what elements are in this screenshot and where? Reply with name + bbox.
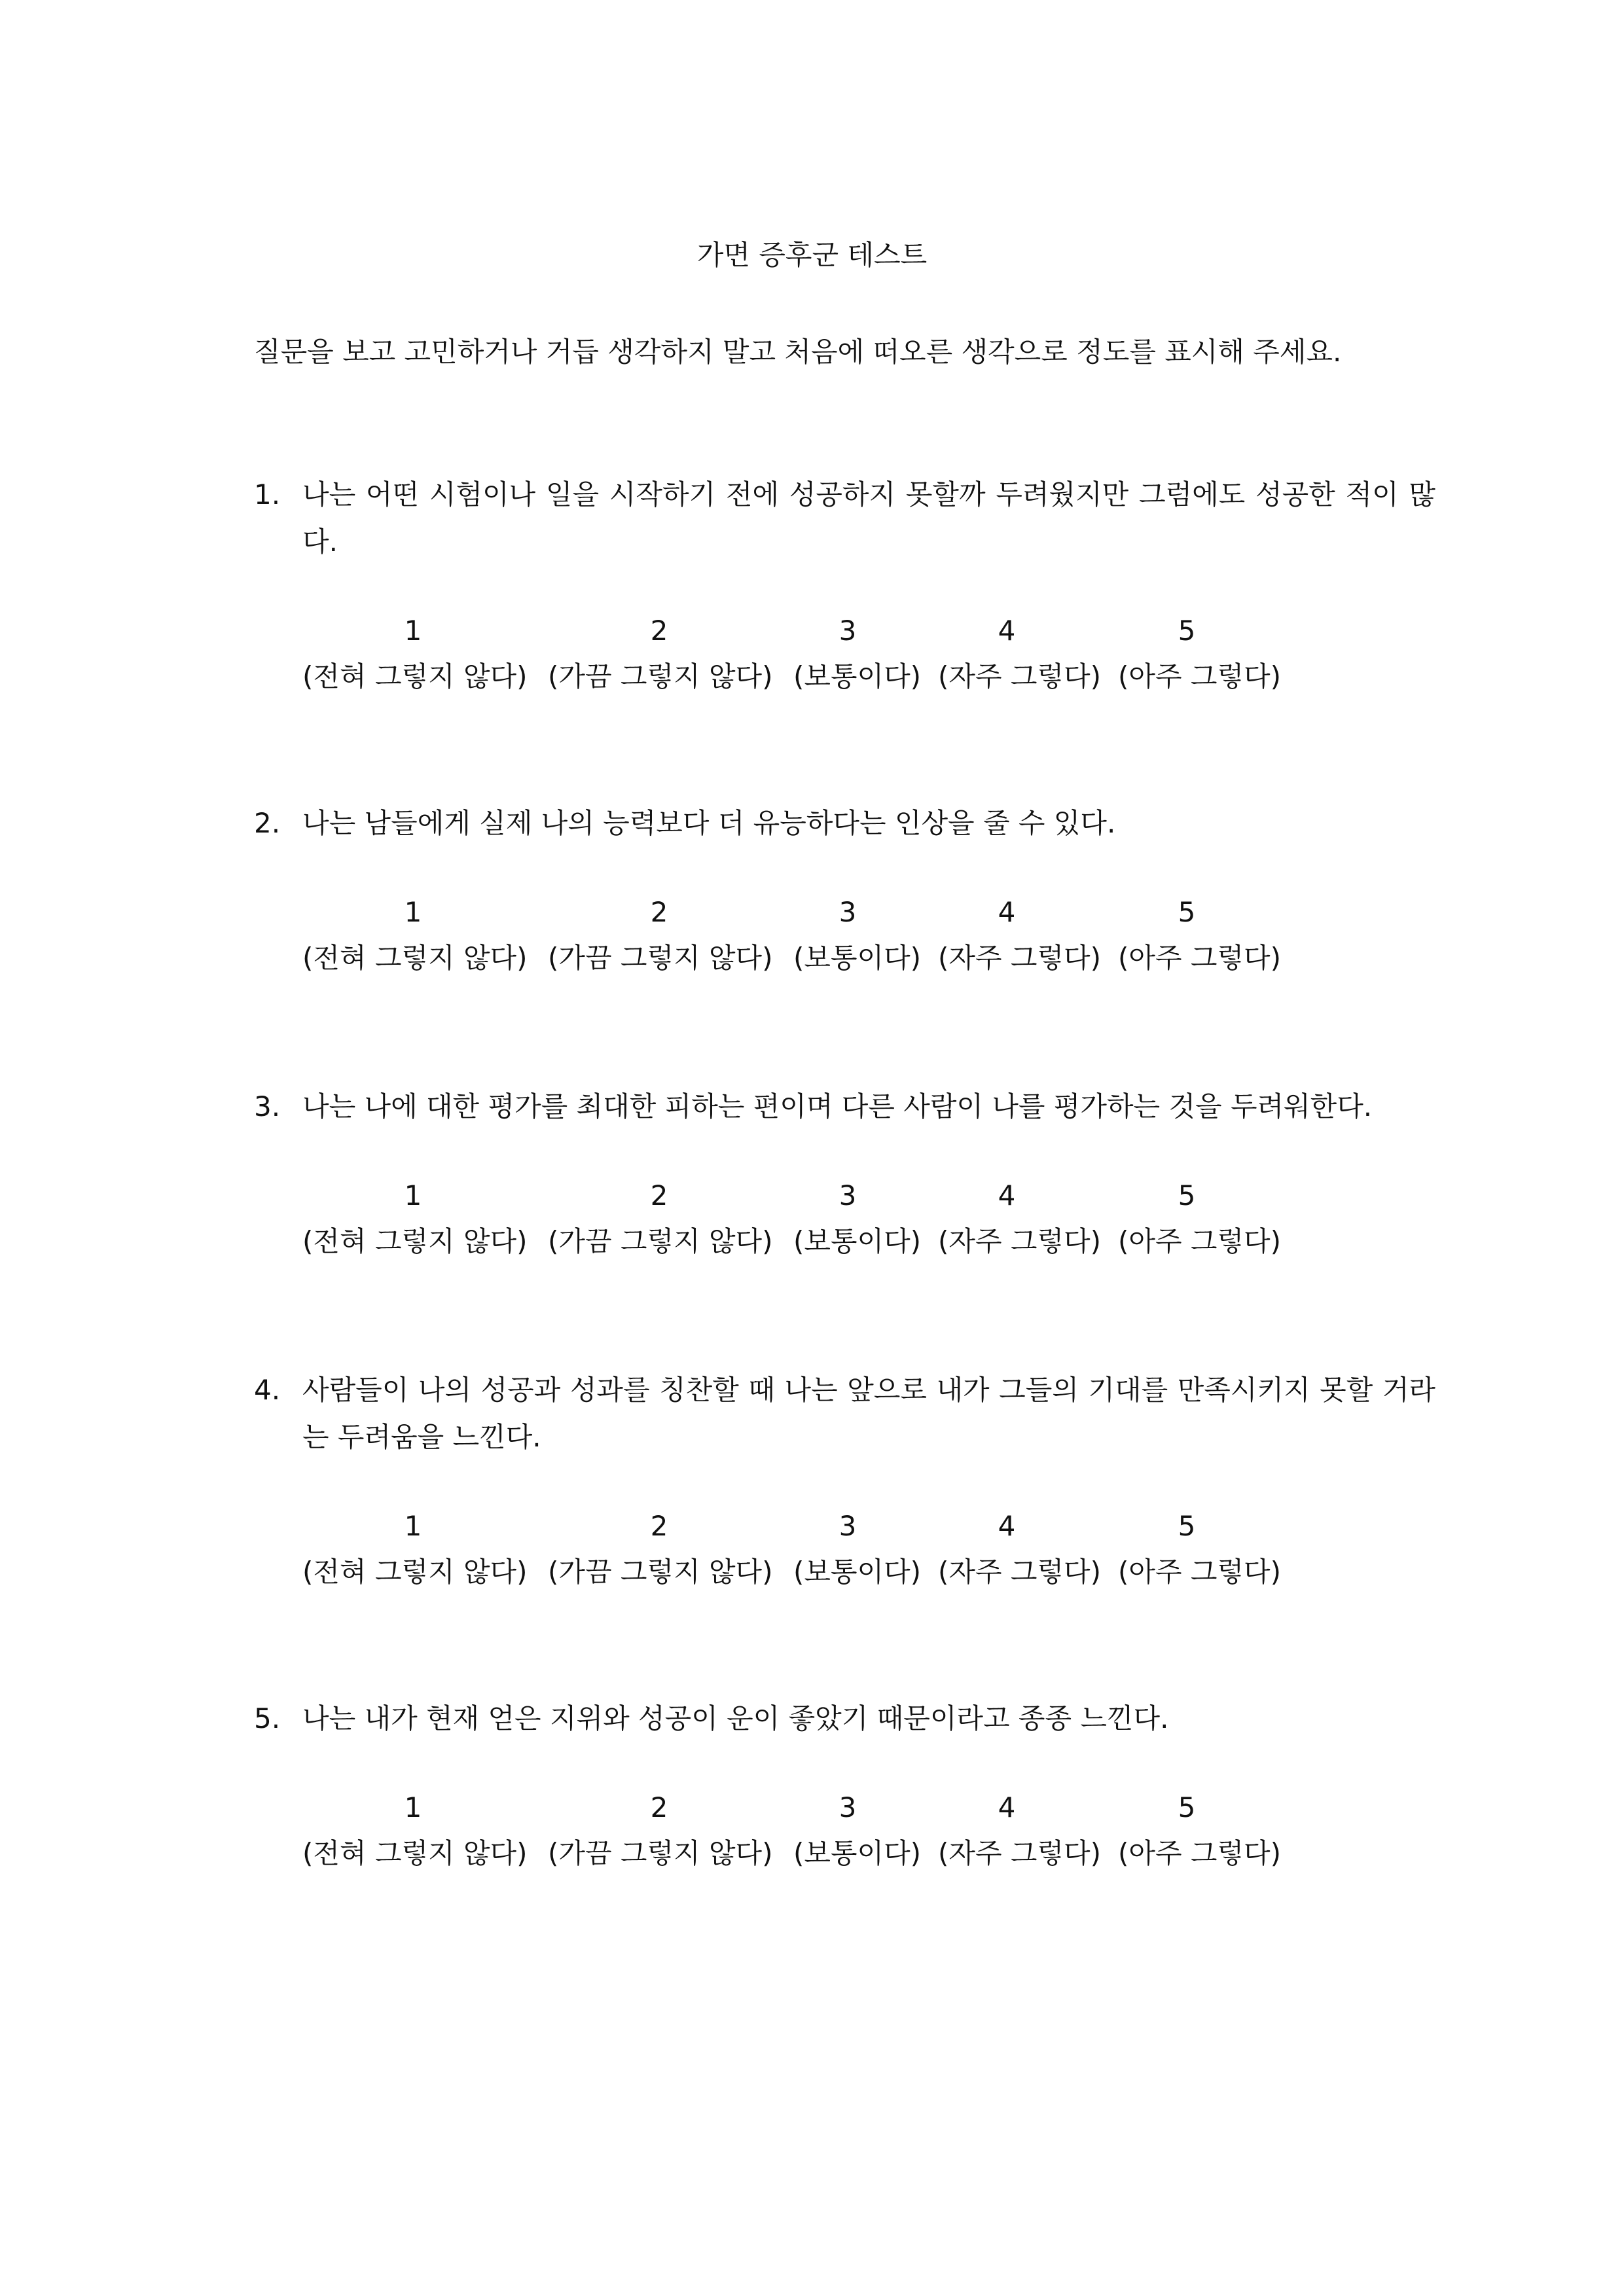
scale-label-2: (가끔 그렇지 않다) — [548, 660, 773, 692]
scale-option-2[interactable]: 2 — [650, 1791, 668, 1823]
question-text: 나는 남들에게 실제 나의 능력보다 더 유능하다는 인상을 줄 수 있다. — [302, 807, 1116, 839]
question-text: 나는 내가 현재 얻은 지위와 성공이 운이 좋았기 때문이라고 종종 느낀다. — [302, 1702, 1169, 1734]
question-text: 나는 어떤 시험이나 일을 시작하기 전에 성공하지 못할까 두려웠지만 그럼에도 성공한 적이 많다. — [302, 478, 1435, 558]
question-item — [254, 1083, 1435, 1274]
rating-scale — [254, 1507, 1435, 1605]
scale-label-4: (자주 그렇다) — [938, 660, 1101, 692]
scale-label-1: (전혀 그렇지 않다) — [302, 1556, 528, 1588]
rating-scale — [254, 893, 1435, 991]
scale-label-1: (전혀 그렇지 않다) — [302, 1837, 528, 1869]
scale-option-2[interactable]: 2 — [650, 615, 668, 647]
scale-option-2[interactable]: 2 — [650, 1510, 668, 1542]
scale-label-1: (전혀 그렇지 않다) — [302, 660, 528, 692]
scale-label-1: (전혀 그렇지 않다) — [302, 1225, 528, 1257]
scale-label-4: (자주 그렇다) — [938, 1837, 1101, 1869]
question-number: 1. — [254, 478, 281, 511]
scale-label-2: (가끔 그렇지 않다) — [548, 942, 773, 974]
rating-scale — [254, 1176, 1435, 1274]
scale-label-5: (아주 그렇다) — [1118, 1837, 1281, 1869]
scale-label-1: (전혀 그렇지 않다) — [302, 942, 528, 974]
question-item — [254, 471, 1435, 709]
question-text: 사람들이 나의 성공과 성과를 칭찬할 때 나는 앞으로 내가 그들의 기대를 만족시키지 못할 거라는 두려움을 느낀다. — [302, 1374, 1435, 1453]
scale-option-4[interactable]: 4 — [998, 1791, 1016, 1823]
scale-label-5: (아주 그렇다) — [1118, 660, 1281, 692]
scale-label-3: (보통이다) — [793, 1225, 922, 1257]
scale-option-5[interactable]: 5 — [1178, 896, 1196, 928]
scale-option-4[interactable]: 4 — [998, 615, 1016, 647]
question-number: 2. — [254, 807, 281, 839]
scale-option-1[interactable]: 1 — [404, 896, 422, 928]
question-item — [254, 1695, 1435, 1886]
scale-label-5: (아주 그렇다) — [1118, 1225, 1281, 1257]
question-item — [254, 800, 1435, 991]
scale-option-1[interactable]: 1 — [404, 615, 422, 647]
scale-option-5[interactable]: 5 — [1178, 1179, 1196, 1211]
scale-label-3: (보통이다) — [793, 1837, 922, 1869]
question-item — [254, 1367, 1435, 1605]
scale-option-3[interactable]: 3 — [839, 1510, 857, 1542]
scale-option-5[interactable]: 5 — [1178, 1510, 1196, 1542]
scale-option-3[interactable]: 3 — [839, 896, 857, 928]
rating-scale — [254, 1788, 1435, 1886]
scale-label-4: (자주 그렇다) — [938, 942, 1101, 974]
scale-option-2[interactable]: 2 — [650, 896, 668, 928]
scale-option-3[interactable]: 3 — [839, 1791, 857, 1823]
scale-label-5: (아주 그렇다) — [1118, 1556, 1281, 1588]
scale-option-1[interactable]: 1 — [404, 1510, 422, 1542]
scale-label-2: (가끔 그렇지 않다) — [548, 1837, 773, 1869]
scale-option-3[interactable]: 3 — [839, 1179, 857, 1211]
rating-scale — [254, 611, 1435, 709]
question-text: 나는 나에 대한 평가를 최대한 피하는 편이며 다른 사람이 나를 평가하는 것을 두려워한다. — [302, 1090, 1373, 1122]
scale-option-4[interactable]: 4 — [998, 896, 1016, 928]
scale-label-4: (자주 그렇다) — [938, 1556, 1101, 1588]
scale-option-1[interactable]: 1 — [404, 1791, 422, 1823]
scale-option-2[interactable]: 2 — [650, 1179, 668, 1211]
scale-label-2: (가끔 그렇지 않다) — [548, 1225, 773, 1257]
scale-option-3[interactable]: 3 — [839, 615, 857, 647]
scale-label-5: (아주 그렇다) — [1118, 942, 1281, 974]
document-title: 가면 증후군 테스트 — [696, 239, 928, 271]
scale-label-3: (보통이다) — [793, 942, 922, 974]
scale-option-5[interactable]: 5 — [1178, 1791, 1196, 1823]
scale-label-2: (가끔 그렇지 않다) — [548, 1556, 773, 1588]
question-number: 3. — [254, 1090, 281, 1122]
instructions-text: 질문을 보고 고민하거나 거듭 생각하지 말고 처음에 떠오른 생각으로 정도를 표시해 주세요. — [254, 336, 1342, 368]
scale-option-1[interactable]: 1 — [404, 1179, 422, 1211]
scale-label-3: (보통이다) — [793, 660, 922, 692]
scale-label-4: (자주 그렇다) — [938, 1225, 1101, 1257]
scale-option-5[interactable]: 5 — [1178, 615, 1196, 647]
question-number: 5. — [254, 1702, 281, 1734]
scale-label-3: (보통이다) — [793, 1556, 922, 1588]
question-number: 4. — [254, 1374, 281, 1406]
scale-option-4[interactable]: 4 — [998, 1179, 1016, 1211]
scale-option-4[interactable]: 4 — [998, 1510, 1016, 1542]
